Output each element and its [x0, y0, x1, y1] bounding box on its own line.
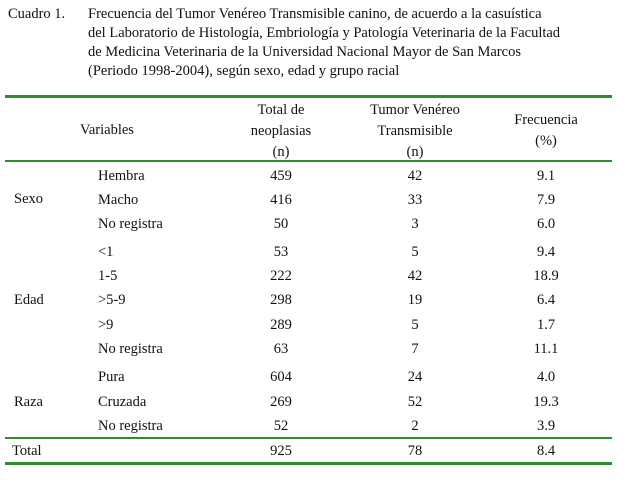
row-label: >9 [98, 317, 114, 333]
row-label: No registra [98, 418, 163, 434]
cell-total: 269 [270, 394, 292, 410]
cell-freq: 9.4 [536, 244, 556, 260]
cell-tvt: 42 [407, 168, 423, 184]
cell-total: 53 [273, 244, 289, 260]
cell-freq: 6.0 [536, 216, 556, 232]
cell-total: 222 [270, 268, 292, 284]
cell-freq: 1.7 [536, 317, 556, 333]
row-label: Cruzada [98, 394, 147, 410]
cell-tvt: 2 [411, 418, 419, 434]
cell-freq: 6.4 [536, 292, 556, 308]
header-tvt-line: Tumor Venéreo [370, 102, 460, 118]
row-label: <1 [98, 244, 114, 260]
header-total-line: (n) [272, 144, 290, 160]
cell-total: 298 [270, 292, 292, 308]
row-label: Macho [98, 192, 139, 208]
table-bottom-rule [5, 462, 612, 465]
caption-line: Frecuencia del Tumor Venéreo Transmisible canino, de acuerdo a la casuística [88, 6, 542, 22]
row-label: Hembra [98, 168, 145, 184]
cell-total: 50 [273, 216, 289, 232]
cell-freq: 11.1 [533, 341, 559, 357]
cell-freq: 7.9 [536, 192, 556, 208]
cell-tvt: 3 [411, 216, 419, 232]
header-freq-line: Frecuencia [514, 112, 578, 128]
cell-tvt: 24 [407, 369, 423, 385]
caption-label: Cuadro 1. [8, 6, 66, 22]
cell-tvt: 42 [407, 268, 423, 284]
group-label-raza: Raza [14, 394, 43, 410]
row-label: Pura [98, 369, 125, 385]
row-label: No registra [98, 216, 163, 232]
group-label-edad: Edad [14, 292, 44, 308]
total-label: Total [12, 443, 42, 459]
cell-total: 52 [273, 418, 289, 434]
cell-total: 604 [270, 369, 292, 385]
caption-line: (Periodo 1998-2004), según sexo, edad y grupo racial [88, 63, 400, 79]
header-freq-line: (%) [535, 133, 557, 149]
row-label: >5-9 [98, 292, 126, 308]
header-total-line: Total de [257, 102, 305, 118]
total-freq: 8.4 [536, 443, 556, 459]
caption-line: del Laboratorio de Histología, Embriología y Patología Veterinaria de la Facultad [88, 25, 561, 41]
header-frecuencia [486, 110, 606, 152]
cell-tvt: 33 [407, 192, 423, 208]
header-total-line: neoplasias [250, 123, 312, 139]
cell-freq: 18.9 [533, 268, 559, 284]
group-label-sexo: Sexo [14, 191, 43, 207]
table-top-rule [5, 95, 612, 98]
caption-line: de Medicina Veterinaria de la Universidad Nacional Mayor de San Marcos [88, 44, 521, 60]
header-variables: Variables [80, 122, 134, 138]
row-label: 1-5 [98, 268, 118, 284]
header-total-neoplasias [221, 100, 341, 163]
cell-total: 416 [270, 192, 292, 208]
cell-freq: 19.3 [533, 394, 559, 410]
header-tvt-line: (n) [406, 144, 424, 160]
total-rule [5, 437, 612, 439]
cell-tvt: 52 [407, 394, 423, 410]
total-tvt: 78 [407, 443, 423, 459]
cell-tvt: 7 [411, 341, 419, 357]
cell-freq: 9.1 [536, 168, 556, 184]
cell-tvt: 5 [411, 244, 419, 260]
cell-tvt: 5 [411, 317, 419, 333]
row-label: No registra [98, 341, 163, 357]
header-tvt-line: Transmisible [377, 123, 453, 139]
cell-total: 289 [270, 317, 292, 333]
cell-freq: 3.9 [536, 418, 556, 434]
header-tvt [355, 100, 475, 163]
cell-total: 63 [273, 341, 289, 357]
cell-total: 459 [270, 168, 292, 184]
total-neoplasias: 925 [270, 443, 292, 459]
header-rule [5, 160, 612, 162]
caption-text [88, 5, 616, 81]
cell-tvt: 19 [407, 292, 423, 308]
cell-freq: 4.0 [536, 369, 556, 385]
